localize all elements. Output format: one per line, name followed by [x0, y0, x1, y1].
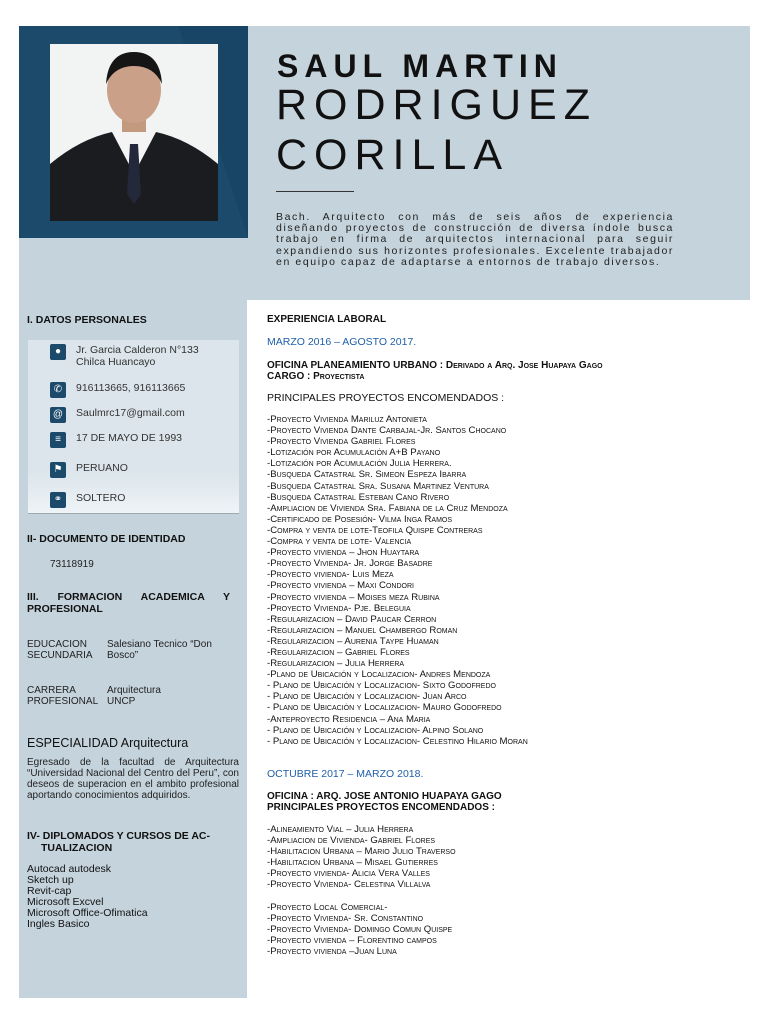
phone-row [50, 382, 185, 400]
list-item: -Proyecto Vivienda Mariluz Antonieta [267, 414, 427, 425]
specialty-body: Egresado de la facultad de Arquitectura “Universidad Nacional del Centro del Peru”, con deseos de superacion en el ambito profesional aportando conocimientos adquiridos. [27, 757, 239, 801]
nationality-text: PERUANO [76, 462, 128, 474]
list-item: -Proyecto vivienda – Moises meza Rubina [267, 591, 440, 603]
specialty-title: ESPECIALIDAD Arquitectura [27, 736, 189, 750]
list-item: -Proyecto vivienda – Florentino campos [267, 935, 437, 947]
address-line1: Jr. Garcia Calderon N°133 [76, 344, 199, 356]
job1-period: MARZO 2016 – AGOSTO 2017. [267, 336, 417, 348]
list-item: - Plano de Ubicación y Localizacion- Celestino Hilario Moran [267, 735, 528, 747]
name-surname-2: CORILLA [276, 131, 510, 179]
list-item: -Compra y venta de lote-Teofila Quispe Contreras [267, 524, 483, 536]
job1-projects-title: PRINCIPALES PROYECTOS ENCOMENDADOS : [267, 392, 505, 404]
list-item: -Regularizacion – Manuel Chambergo Roman [267, 624, 458, 636]
list-item: -Ampliacion de Vivienda Sra. Fabiana de la Cruz Mendoza [267, 502, 508, 514]
list-item: -Proyecto Vivienda Dante Carbajal-Jr. Santos Chocano [267, 425, 507, 437]
cake-icon: ≡ [50, 432, 66, 448]
list-item: -Regularizacion – Julia Herrera [267, 658, 405, 670]
list-item: - Plano de Ubicación y Localizacion- Sixto Godofredo [267, 680, 496, 692]
phone-icon: ✆ [50, 382, 66, 398]
flag-icon: ⚑ [50, 462, 66, 478]
list-item: -Ampliacion de Vivienda- Gabriel Flores [267, 835, 436, 847]
list-item: -Alineamiento Vial – Julia Herrera [267, 824, 414, 835]
edu-value-career: Arquitectura UNCP [107, 685, 161, 707]
personal-data-title: I. DATOS PERSONALES [27, 314, 147, 326]
list-item: -Certificado de Posesión- Vilma Inga Ramos [267, 513, 453, 525]
list-item: -Busqueda Catastral Sr. Simeon Espeza Ibarra [267, 469, 467, 481]
birthdate-text: 17 DE MAYO DE 1993 [76, 432, 183, 444]
email-row [50, 407, 185, 425]
list-item: Revit-cap [27, 885, 72, 897]
contact-box [28, 340, 239, 514]
email-text: Saulmrc17@gmail.com [76, 407, 185, 419]
list-item: -Habilitacion Urbana – Mario Julio Traverso [267, 846, 456, 858]
list-item: Autocad autodesk [27, 863, 112, 875]
list-item: -Regularizacion – Aurenia Taype Huaman [267, 635, 439, 647]
list-item: -Proyecto vivienda- Alicia Vera Valles [267, 868, 430, 880]
list-item: -Proyecto vivienda- Luis Meza [267, 569, 394, 581]
edu-label-secondary: EDUCACION SECUNDARIA [27, 639, 93, 661]
list-item: -Anteproyecto Residencia – Ana Maria [267, 713, 431, 725]
list-item: -Lotización por Acumulación A+B Payano [267, 447, 441, 459]
list-item: -Proyecto Vivienda- Pje. Beleguia [267, 602, 411, 614]
list-item: -Busqueda Catastral Sra. Susana Martinez Ventura [267, 480, 489, 492]
list-item: - Plano de Ubicación y Localizacion- Alpino Solano [267, 724, 484, 736]
list-item: -Proyecto Vivienda- Domingo Comun Quispe [267, 924, 453, 936]
address-line2: Chilca Huancayo [76, 356, 156, 368]
at-sign-icon: @ [50, 407, 66, 423]
profile-photo [50, 44, 218, 221]
list-item: -Lotización por Acumulación Julia Herrera. [267, 458, 452, 470]
job1-projects-list [267, 414, 528, 747]
list-item: Ingles Basico [27, 918, 90, 930]
nationality-row [50, 462, 128, 480]
phone-text: 916113665, 916113665 [76, 382, 186, 394]
location-pin-icon: ● [50, 344, 66, 360]
list-item: Microsoft Office-Ofimatica [27, 907, 148, 919]
courses-list [27, 864, 148, 930]
edu-label-career: CARRERA PROFESIONAL [27, 685, 99, 707]
job2-office: OFICINA : ARQ. JOSE ANTONIO HUAPAYA GAGO PRINCIPALES PROYECTOS ENCOMENDADOS : [267, 791, 502, 813]
profile-summary: Bach. Arquitecto con más de seis años de experiencia diseñando proyectos de construcción de diversa índole busca trabajo en firma de arquitectos internacional para seguir expandiendo sus horizontes profesionales. Excelente trabajador en equipo capaz de adaptarse a entornos de trabajo diversos. [276, 211, 674, 268]
list-item: -Regularizacion – Gabriel Flores [267, 646, 410, 658]
job1-office: OFICINA PLANEAMIENTO URBANO : Derivado a Arq. Jose Huapaya Gago CARGO : Proyectista [267, 360, 603, 382]
list-item: -Habilitacion Urbana – Misael Gutierres [267, 857, 438, 869]
civil-status-text: SOLTERO [76, 492, 126, 504]
education-title: III. FORMACION ACADEMICA Y PROFESIONAL [27, 591, 230, 615]
civil-status-row [50, 492, 125, 510]
name-divider [276, 191, 354, 192]
identity-title: II- DOCUMENTO DE IDENTIDAD [27, 533, 186, 545]
edu-value-secondary: Salesiano Tecnico “Don Bosco” [107, 639, 212, 661]
list-item: -Proyecto vivienda –Juan Luna [267, 946, 397, 958]
list-item: - Plano de Ubicación y Localizacion- Mauro Godofredo [267, 702, 502, 714]
job2-projects-list-b [267, 902, 452, 957]
list-item: Microsoft Excvel [27, 896, 104, 908]
list-item: -Proyecto vivienda – Maxi Condori [267, 580, 414, 592]
address-row [50, 344, 199, 368]
list-item: Sketch up [27, 874, 74, 886]
experience-title: EXPERIENCIA LABORAL [267, 314, 387, 325]
list-item: -Proyecto Vivienda- Sr. Constantino [267, 913, 424, 925]
list-item: -Plano de Ubicación y Localizacion- Andres Mendoza [267, 669, 491, 681]
list-item: -Proyecto Vivienda Gabriel Flores [267, 436, 416, 448]
list-item: -Proyecto Local Comercial- [267, 902, 388, 913]
list-item: -Busqueda Catastral Esteban Cano Rivero [267, 491, 450, 503]
identity-number: 73118919 [50, 559, 94, 570]
name-first: SAUL MARTIN [277, 48, 563, 84]
courses-title: IV- DIPLOMADOS Y CURSOS DE AC- TUALIZACION [27, 830, 210, 854]
name-surname-1: RODRIGUEZ [276, 81, 597, 129]
list-item: -Proyecto Vivienda- Celestina Villalva [267, 879, 431, 891]
job2-period: OCTUBRE 2017 – MARZO 2018. [267, 768, 424, 780]
list-item: -Regularizacion – David Paucar Cerron [267, 613, 437, 625]
list-item: -Compra y venta de lote- Valencia [267, 536, 412, 548]
list-item: - Plano de Ubicación y Localizacion- Juan Arco [267, 691, 467, 703]
list-item: -Proyecto vivienda – Jhon Huaytara [267, 547, 420, 559]
list-item: -Proyecto Vivienda- Jr. Jorge Basadre [267, 558, 433, 570]
rings-icon: ⚭ [50, 492, 66, 508]
job2-projects-list-a [267, 824, 456, 891]
birthdate-row [50, 432, 182, 450]
